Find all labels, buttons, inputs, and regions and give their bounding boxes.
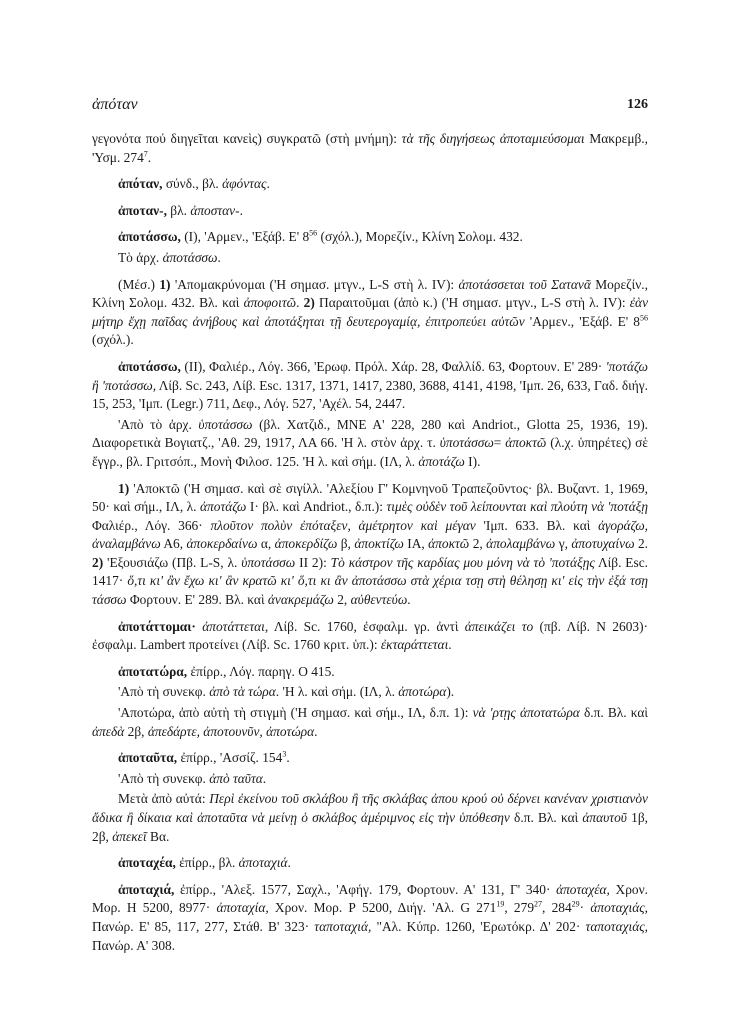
superscript: 3 bbox=[282, 749, 287, 759]
text: δ.π. Βλ. καὶ bbox=[579, 705, 648, 721]
superscript: 56 bbox=[640, 313, 648, 323]
italic-text: 'ποτάζω ἢ 'ποτάσσω, bbox=[92, 358, 648, 393]
text: . bbox=[262, 770, 267, 786]
text: . bbox=[407, 592, 411, 608]
dictionary-entry bbox=[92, 480, 648, 610]
italic-text: Περὶ ἐκείνου τοῦ σκλάβου ἢ τῆς σκλάβας ἀπου κρού οὐ δέρνει κανέναν χριστιανὸν ἄδικα ἢ δίκαια καὶ ἀποταῦτα νὰ μείνῃ ὁ σκλάβος ἀμέριμνος εἰς τὴν ὑπόθεσην bbox=[92, 791, 648, 825]
text: Μετὰ ἀπὸ αὐτά: bbox=[118, 791, 210, 807]
text: . 'Η λ. καὶ σήμ. (ΙΛ, λ. bbox=[275, 684, 399, 700]
text: 2. bbox=[634, 536, 649, 552]
dictionary-entry bbox=[92, 228, 648, 247]
text: . bbox=[314, 723, 318, 739]
headword: ἀποτάσσω, bbox=[118, 229, 181, 245]
text: 'Απὸ τὸ ἀρχ. bbox=[118, 416, 199, 432]
headword: ἀπόταν, bbox=[118, 176, 163, 192]
headword: ἀποτάττομαι· bbox=[118, 618, 196, 634]
text: 'Εξουσιάζω (Πβ. L-S, λ. bbox=[103, 554, 242, 570]
text: (σχόλ.), Μορεζίν., Κλίνη Σολομ. 432. bbox=[317, 229, 523, 245]
dictionary-entry bbox=[92, 618, 648, 655]
italic-text: ταποταχιάς, bbox=[585, 918, 649, 934]
italic-text: ἀπεδὰ bbox=[92, 723, 125, 739]
text: ΙΑ, bbox=[403, 536, 429, 552]
italic-text: ὅ,τι κι' ἂν ἔχω κι' ἂν κρατῶ κι' ὅ,τι κι ἂν ἀποτάσσω στὰ χέρια τσῃ στὴ θέλησῃ κι' εἰς τὴν ἐξά τσῃ τάσσω bbox=[92, 573, 648, 608]
text: . bbox=[239, 202, 243, 218]
italic-text: ἀποκερδαίνω bbox=[186, 536, 258, 552]
text: I· βλ. καὶ Andriot., δ.π.): bbox=[246, 499, 387, 515]
superscript: 19 bbox=[496, 899, 505, 909]
text: ἐπίρρ., 'Ασσίζ. 154 bbox=[177, 750, 283, 766]
text: 'Απὸ τὴ συνεκφ. bbox=[118, 684, 210, 700]
italic-text: ὑποτάσσω bbox=[198, 416, 253, 432]
text: Λίβ. Esc. 1417· bbox=[92, 554, 648, 589]
italic-text: ἀποφοιτῶ bbox=[243, 295, 297, 311]
text: · bbox=[579, 900, 591, 916]
text: ). bbox=[446, 684, 455, 700]
text: (βλ. Χατζιδ., ΜΝΕ Α' 228, 280 καὶ Andriot., Glotta 25, 1936, 19). Διαφορετικὰ Βογιατζ., 'Αθ. 29, 1917, ΛΑ 66. 'Η λ. στὸν ἀρχ. τ. bbox=[92, 416, 648, 451]
text: Χρον. Μορ. Η 5200, 8977· bbox=[92, 881, 648, 916]
headword: ἀποταχιά, bbox=[118, 881, 175, 897]
headword: ἀποταῦτα, bbox=[118, 750, 178, 766]
headword: ἀποτατώρα, bbox=[118, 663, 188, 679]
italic-text: ἐκταράττεται bbox=[380, 637, 449, 653]
italic-text: ἀποταχέα, bbox=[556, 881, 610, 897]
italic-text: ἀποτάττεται, bbox=[202, 618, 269, 634]
dictionary-entry bbox=[92, 358, 648, 414]
entry-paragraph bbox=[92, 249, 648, 268]
italic-text: ἀποταχία, bbox=[216, 900, 269, 916]
text: II 2): bbox=[295, 554, 331, 570]
italic-text: ἀποταχιάς, bbox=[590, 900, 649, 916]
text: Παραιτοῦμαι (ἀπὸ κ.) ('Η σημασ. μτγν., L-S στὴ λ. IV): bbox=[314, 295, 630, 311]
text: 1β, 2β, bbox=[92, 810, 648, 844]
continuation-paragraph bbox=[92, 130, 648, 167]
text: Πανώρ. Ε' 85, 117, 277, Στάθ. Β' 323· bbox=[92, 918, 315, 934]
text: (II), Φαλιέρ., Λόγ. 366, 'Ερωφ. Πρόλ. Χάρ. 28, Φαλλίδ. 63, Φορτουν. Ε' 289· bbox=[180, 358, 606, 374]
text: (I), 'Αρμεν., 'Εξάβ. Ε' 8 bbox=[180, 229, 310, 245]
text: 'Αποτώρα, ἀπὸ αὐτὴ τὴ στιγμὴ ('Η σημασ. καὶ σήμ., ΙΛ, δ.π. 1): bbox=[118, 705, 473, 721]
superscript: 7 bbox=[143, 149, 148, 159]
text: γεγονότα πού διηγεῖται κανεὶς) συγκρατῶ (στὴ μνήμη): bbox=[92, 131, 402, 146]
headword: ἀποταν-, bbox=[118, 202, 167, 218]
text: . bbox=[147, 149, 152, 165]
text: Φαλιέρ., Λόγ. 366· bbox=[92, 517, 211, 533]
italic-text: νὰ 'ρτῃς ἀποτατώρα bbox=[472, 705, 580, 721]
italic-text: πλοῦτον πολὺν ἐπόταξεν, ἀμέτρητον καὶ μέγαν bbox=[210, 517, 476, 533]
dictionary-body bbox=[92, 130, 648, 955]
entry-paragraph bbox=[92, 770, 648, 789]
dictionary-entry bbox=[92, 854, 648, 873]
italic-text: ἀπεκεῖ bbox=[112, 828, 147, 844]
italic-text: ἀπεικάζει το bbox=[464, 618, 534, 634]
dictionary-entry bbox=[92, 749, 648, 768]
italic-text: ἀποτάσσω bbox=[162, 249, 218, 265]
text: "Αλ. Κύπρ. 1260, 'Ερωτόκρ. Δ' 202· bbox=[371, 918, 586, 934]
text: βλ. bbox=[166, 202, 191, 218]
text: (πβ. Λίβ. Ν 2603)· ἐσφαλμ. Lambert προτείνει (Λίβ. Sc. 1760 κριτ. ὑπ.): bbox=[92, 618, 649, 653]
text: I). bbox=[464, 453, 481, 469]
headword: ἀποταχέα, bbox=[118, 855, 176, 871]
text: . bbox=[448, 637, 452, 653]
italic-text: ἀποτάσσεται τοῦ Σατανᾶ bbox=[458, 276, 591, 292]
text: δ.π. Βλ. καὶ bbox=[509, 810, 583, 825]
text: Λίβ. Sc. 243, Λίβ. Esc. 1317, 1371, 1417, 2380, 3688, 4141, 4198, 'Ιμπ. 26, 633, Γαδ. διήγ. 15, 253, 'Ιμπ. (Legr.) 711, Δεφ., Λόγ. 527, 'Αχέλ. 54, 2447. bbox=[92, 377, 648, 412]
text: 2, bbox=[333, 592, 351, 608]
italic-text: τὰ τῆς διηγήσεως ἀποταμιεύσομαι bbox=[401, 131, 585, 146]
text: Λίβ. Sc. 1760, ἐσφαλμ. γρ. ἀντὶ bbox=[268, 618, 465, 634]
text: β, bbox=[337, 536, 355, 552]
text: = bbox=[493, 435, 506, 451]
headword: 2) bbox=[303, 295, 315, 311]
text: 'Απὸ τὴ συνεκφ. bbox=[118, 770, 210, 786]
text: Μορεζίν., Κλίνη Σολομ. 432. Βλ. καὶ bbox=[92, 276, 649, 311]
italic-text: ὑποτάσσω bbox=[439, 435, 494, 451]
text: 'Αποκτῶ ('Η σημασ. καὶ σὲ σιγίλλ. 'Αλεξίου Γ' Κομνηνοῦ Τραπεζοῦντος· βλ. Βυζαντ. 1, 1969, 50· καὶ σήμ., ΙΛ, λ. bbox=[92, 480, 648, 515]
italic-text: ἀπεδάρτε, ἀποτουνῦν, ἀποτώρα bbox=[147, 723, 315, 739]
italic-text: Τὸ κάστρον τῆς καρδίας μου μόνη νὰ τὸ 'ποτάξῃς bbox=[330, 554, 595, 570]
text: . bbox=[217, 249, 221, 265]
italic-text: ταποταχιά, bbox=[314, 918, 372, 934]
text: 2, bbox=[469, 536, 487, 552]
text: (Μέσ.) bbox=[118, 276, 160, 292]
italic-text: ἀποτυχαίνω bbox=[571, 536, 635, 552]
italic-text: ἀπὸ τὰ τώρα bbox=[209, 684, 276, 700]
text: (λ.χ. ὑπηρέτες) σὲ ἔγγρ., βλ. Γριτσόπ., Μονὴ Φιλοσ. 125. 'Η λ. καὶ σήμ. (ΙΛ, λ. bbox=[92, 435, 648, 469]
entry-paragraph bbox=[92, 790, 648, 846]
italic-text: ἀπαυτοῦ bbox=[582, 810, 627, 825]
text: 'Απομακρύνομαι ('Η σημασ. μτγν., L-S στὴ λ. IV): bbox=[170, 276, 459, 292]
headword: 2) bbox=[92, 554, 104, 570]
text: σύνδ., βλ. bbox=[162, 176, 223, 192]
headword: 1) bbox=[118, 480, 130, 496]
text: . bbox=[296, 295, 304, 311]
italic-text: ἀποτώρα bbox=[398, 684, 447, 700]
dictionary-entry bbox=[92, 175, 648, 194]
italic-text: τιμὲς οὐδὲν τοῦ λείπουνται καὶ πλούτη νὰ 'ποτάξῃ bbox=[386, 499, 649, 515]
text: . bbox=[287, 855, 291, 871]
italic-text: ἀποταχιά bbox=[238, 855, 288, 871]
italic-text: ἀποκτίζω bbox=[354, 536, 404, 552]
entry-paragraph bbox=[92, 276, 648, 350]
text: Βα. bbox=[146, 828, 170, 844]
text: Μακρεμβ., 'Υσμ. 274 bbox=[92, 131, 649, 165]
dictionary-entry bbox=[92, 663, 648, 682]
entry-paragraph bbox=[92, 683, 648, 702]
dictionary-entry bbox=[92, 881, 648, 955]
text: 2β, bbox=[124, 723, 148, 739]
italic-text: ἀποτάζω bbox=[418, 453, 465, 469]
text: 'Αρμεν., 'Εξάβ. Ε' 8 bbox=[524, 313, 640, 329]
headword: 1) bbox=[159, 276, 171, 292]
text: γ, bbox=[555, 536, 572, 552]
italic-text: ἀπολαμβάνω bbox=[486, 536, 556, 552]
superscript: 56 bbox=[309, 228, 318, 238]
italic-text: ἀγοράζω, ἀναλαμβάνω bbox=[92, 517, 648, 552]
italic-text: ἀπὸ ταῦτα bbox=[209, 770, 263, 786]
text: , 279 bbox=[504, 900, 535, 916]
italic-text: ἀποκτῶ bbox=[428, 536, 470, 552]
entry-paragraph bbox=[92, 416, 648, 472]
superscript: 27 bbox=[534, 899, 543, 909]
text: ἐπίρρ., Λόγ. παρηγ. Ο 415. bbox=[187, 663, 335, 679]
text: . bbox=[266, 176, 270, 192]
text: Τὸ ἀρχ. bbox=[118, 249, 163, 265]
text: ἐπίρρ., 'Αλεξ. 1577, Σαχλ., 'Αφήγ. 179, Φορτουν. Α' 131, Γ' 340· bbox=[174, 881, 557, 897]
text: α, bbox=[257, 536, 275, 552]
italic-text: ἀποσταν- bbox=[190, 202, 240, 218]
text: Πανώρ. Α' 308. bbox=[92, 937, 176, 953]
italic-text: ἀνακρεμάζω bbox=[267, 592, 334, 608]
italic-text: ἀποκερδίζω bbox=[274, 536, 338, 552]
text: Φορτουν. Ε' 289. Βλ. καὶ bbox=[126, 592, 268, 608]
page-number: 126 bbox=[627, 97, 648, 112]
superscript: 29 bbox=[571, 899, 580, 909]
text: Χρον. Μορ. Ρ 5200, Διήγ. 'Αλ. G 271 bbox=[268, 900, 497, 916]
headword: ἀποτάσσω, bbox=[118, 358, 181, 374]
dictionary-entry bbox=[92, 202, 648, 221]
text: 'Ιμπ. 633. Βλ. καὶ bbox=[475, 517, 599, 533]
text: ἐπίρρ., βλ. bbox=[175, 855, 239, 871]
text: (σχόλ.). bbox=[92, 332, 134, 348]
text: , 284 bbox=[542, 900, 572, 916]
italic-text: ὑποτάσσω bbox=[241, 554, 296, 570]
text: Α6, bbox=[160, 536, 187, 552]
italic-text: αὐθεντεύω bbox=[350, 592, 408, 608]
italic-text: ἀποκτῶ bbox=[505, 435, 547, 451]
running-head: ἀπόταν bbox=[92, 96, 138, 113]
entry-paragraph bbox=[92, 704, 648, 741]
italic-text: ἀφόντας bbox=[222, 176, 267, 192]
italic-text: ἐὰν μήτηρ ἔχῃ παῖδας ἀνήβους καὶ ἀποτάξηται τῇ δευτερογαμίᾳ, ἐπιτροπεύει αὐτῶν bbox=[92, 295, 649, 329]
italic-text: ἀποτάζω bbox=[200, 499, 247, 515]
text: . bbox=[286, 750, 290, 766]
